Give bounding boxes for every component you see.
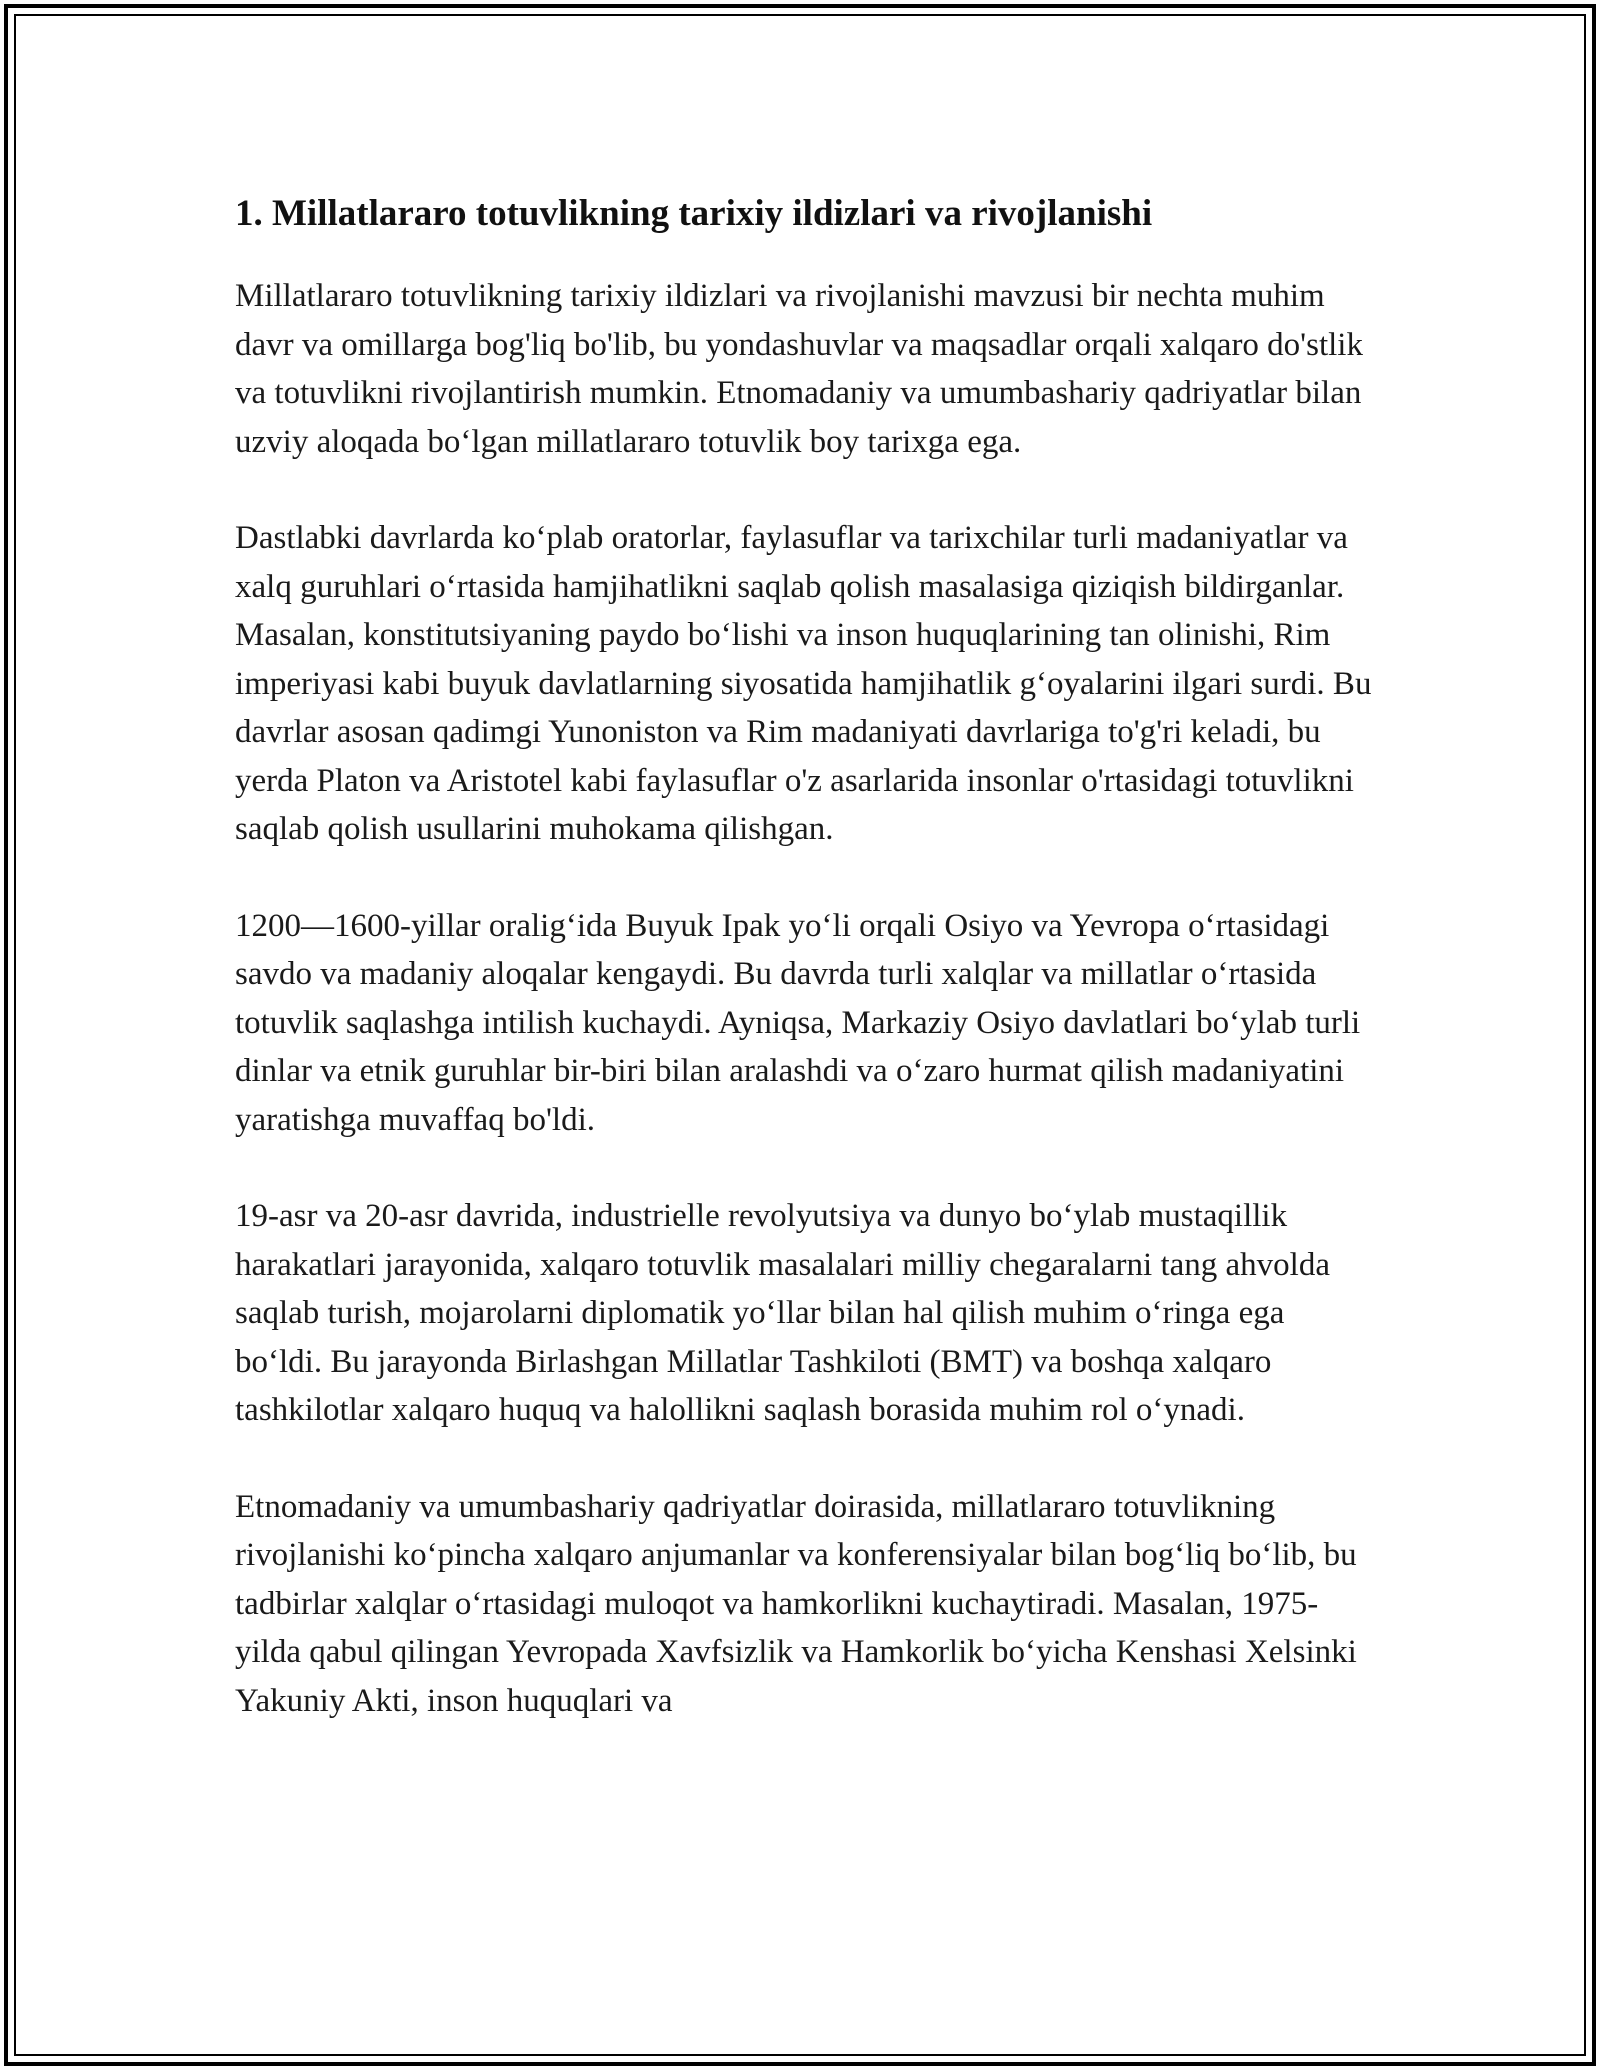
paragraph-international-conferences: Etnomadaniy va umumbashariy qadriyatlar doirasida, millatlararo totuvlikning rivojlanishi koʻpincha xalqaro anjumanlar va konferensiyalar bilan bogʻliq boʻlib, bu tadbirlar xalqlar oʻrtasidagi muloqot va hamkorlikni kuchaytiradi. Masalan, 1975-yilda qabul qilingan Yevropada Xavfsizlik va Hamkorlik boʻyicha Kenshasi Xelsinki Yakuniy Akti, inson huquqlari va [235, 1488, 1357, 1719]
section-heading: 1. Millatlararo totuvlikning tarixiy ildizlari va rivojlanishi [235, 193, 1153, 234]
paragraph-intro: Millatlararo totuvlikning tarixiy ildizlari va rivojlanishi mavzusi bir nechta muhim davr va omillarga bog'liq bo'lib, bu yondashuvlar va maqsadlar orqali xalqaro do'stlik va totuvlikni rivojlantirish mumkin. Etnomadaniy va umumbashariy qadriyatlar bilan uzviy aloqada boʻlgan millatlararo totuvlik boy tarixga ega. [235, 278, 1363, 460]
document-body [235, 186, 1375, 1773]
paragraph-early-periods: Dastlabki davrlarda koʻplab oratorlar, faylasuflar va tarixchilar turli madaniyatlar va xalq guruhlari oʻrtasida hamjihatlikni saqlab qolish masalasiga qiziqish bildirganlar. Masalan, konstitutsiyaning paydo boʻlishi va inson huquqlarining tan olinishi, Rim imperiyasi kabi buyuk davlatlarning siyosatida hamjihatlik gʻoyalarini ilgari surdi. Bu davrlar asosan qadimgi Yunoniston va Rim madaniyati davrlariga to'g'ri keladi, bu yerda Platon va Aristotel kabi faylasuflar o'z asarlarida insonlar o'rtasidagi totuvlikni saqlab qolish usullarini muhokama qilishgan. [235, 520, 1372, 847]
paragraph-silk-road: 1200—1600-yillar oraligʻida Buyuk Ipak yoʻli orqali Osiyo va Yevropa oʻrtasidagi savdo va madaniy aloqalar kengaydi. Bu davrda turli xalqlar va millatlar oʻrtasida totuvlik saqlashga intilish kuchaydi. Ayniqsa, Markaziy Osiyo davlatlari boʻylab turli dinlar va etnik guruhlar bir-biri bilan aralashdi va oʻzaro hurmat qilish madaniyatini yaratishga muvaffaq bo'ldi. [235, 907, 1361, 1138]
paragraph-modern-era: 19-asr va 20-asr davrida, industrielle revolyutsiya va dunyo boʻylab mustaqillik harakatlari jarayonida, xalqaro totuvlik masalalari milliy chegaralarni tang ahvolda saqlab turish, mojarolarni diplomatik yoʻllar bilan hal qilish muhim oʻringa ega boʻldi. Bu jarayonda Birlashgan Millatlar Tashkiloti (BMT) va boshqa xalqaro tashkilotlar xalqaro huquq va halollikni saqlash borasida muhim rol oʻynadi. [235, 1198, 1330, 1428]
